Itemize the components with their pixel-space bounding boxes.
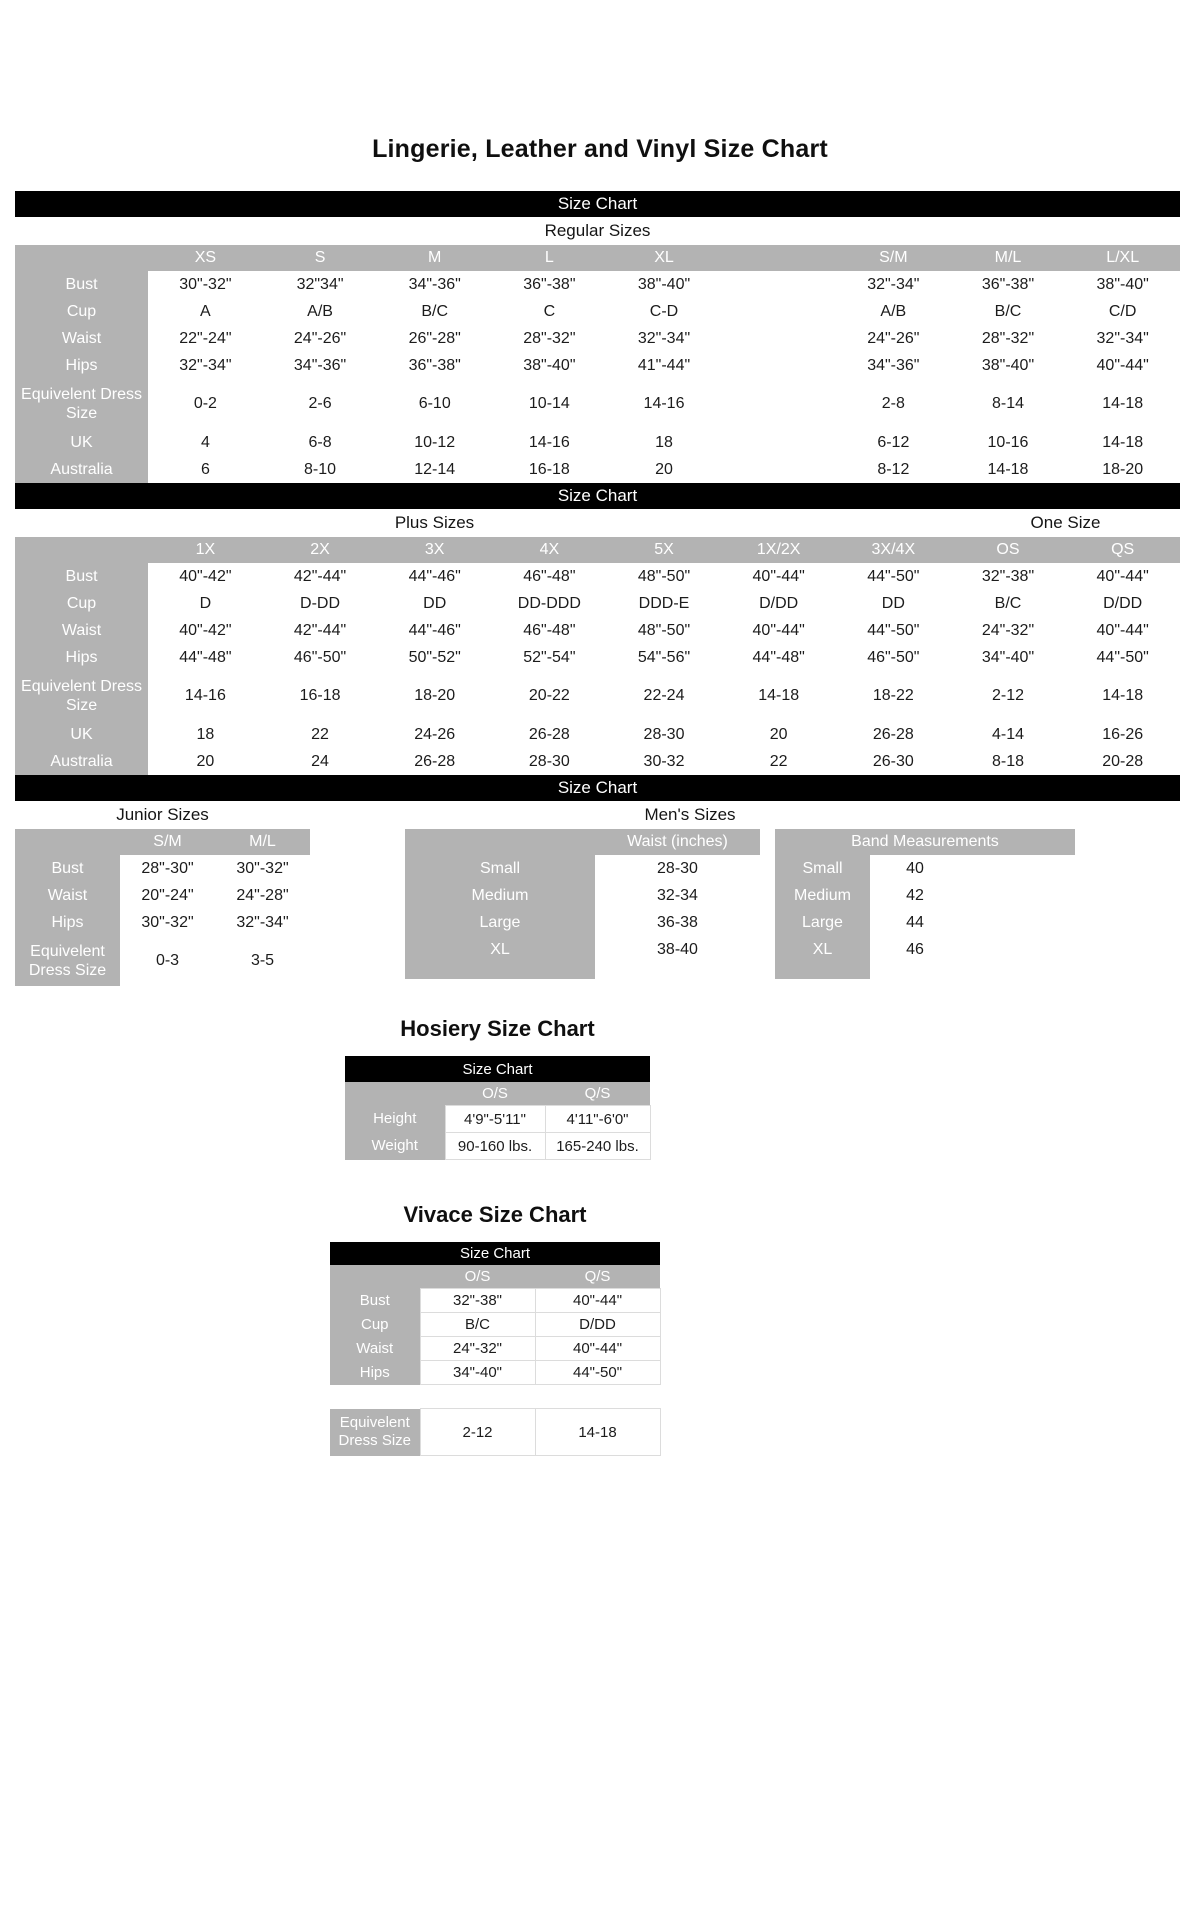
size-value: 32-34: [657, 886, 698, 904]
size-value: 46"-50": [293, 648, 347, 666]
row-label: Height: [345, 1106, 445, 1133]
size-value: 24-26: [414, 725, 456, 743]
size-value: 14-18: [535, 1409, 660, 1456]
band-measurements-table: [775, 829, 1075, 979]
pad-cell: [870, 963, 1075, 979]
size-value: 22: [769, 752, 788, 770]
size-value: 38"-40": [1096, 275, 1149, 293]
junior-sizes-label: Junior Sizes: [116, 805, 209, 824]
size-value: 34"-36": [408, 275, 461, 293]
size-value: 32"-34": [1096, 329, 1149, 347]
size-chart-bar: Size Chart: [330, 1242, 660, 1265]
pad-cell: [405, 963, 595, 979]
size-value: 30"-32": [141, 913, 194, 931]
header-spacer: [15, 537, 148, 563]
size-value: 14-18: [1102, 395, 1144, 412]
row-label: Bust: [15, 563, 148, 590]
size-value: 34"-40": [420, 1361, 535, 1385]
size-value: 34"-40": [981, 648, 1035, 666]
row-label: Australia: [15, 456, 148, 483]
size-value: 0-3: [155, 952, 180, 969]
size-value: B/C: [420, 1313, 535, 1337]
column-header: XL: [607, 245, 722, 271]
size-value: 40"-44": [1096, 621, 1149, 639]
size-chart-bar: Size Chart: [345, 1056, 650, 1082]
size-value: 28"-30": [141, 859, 194, 877]
size-value: 2-12: [991, 687, 1024, 704]
size-value: DD: [881, 594, 905, 612]
size-value: 24"-28": [236, 886, 289, 904]
size-value: 4: [200, 433, 210, 451]
size-value: 26-30: [872, 752, 914, 770]
size-value: 46"-48": [523, 567, 576, 585]
row-label: Australia: [15, 748, 148, 775]
size-value: DD: [423, 594, 447, 612]
size-value: 30-32: [643, 752, 685, 770]
size-value: 44"-48": [179, 648, 232, 666]
size-value: 28"-32": [523, 329, 576, 347]
size-value: 14-18: [1102, 433, 1144, 451]
size-value: 22-24: [643, 687, 685, 704]
size-value: 3-5: [250, 952, 275, 969]
main-size-chart: [15, 191, 1180, 986]
column-header: 3X/4X: [836, 537, 951, 563]
size-value: 18: [655, 433, 673, 451]
size-value: 40"-44": [1096, 567, 1149, 585]
regular-sizes-label: Regular Sizes: [544, 221, 651, 240]
size-value: 10-14: [528, 395, 570, 412]
size-value: 6-10: [418, 395, 451, 412]
size-value: 32"-34": [236, 913, 289, 931]
size-value: 4'11"-6'0": [545, 1106, 650, 1133]
size-value: 36-38: [657, 913, 698, 931]
column-header: L/XL: [1065, 245, 1180, 271]
size-value: 36"-38": [523, 275, 576, 293]
row-label: Equivelent Dress Size: [15, 671, 148, 721]
size-value: A: [200, 302, 211, 320]
size-value: B/C: [994, 302, 1022, 320]
column-header: 1X/2X: [721, 537, 836, 563]
size-value: 34"-36": [293, 356, 347, 374]
size-value: 38"-40": [523, 356, 576, 374]
size-value: 40"-44": [752, 621, 805, 639]
size-value: 44"-50": [867, 567, 920, 585]
column-header: M/L: [215, 829, 310, 855]
size-value: 20-22: [528, 687, 570, 704]
header-spacer: [345, 1082, 445, 1106]
size-value: [721, 298, 836, 325]
column-header: 5X: [607, 537, 722, 563]
row-label: Bust: [330, 1289, 420, 1313]
row-label: Waist: [15, 882, 120, 909]
column-header: O/S: [445, 1082, 545, 1106]
size-value: C/D: [1108, 302, 1137, 320]
size-value: 30"-32": [236, 859, 289, 877]
spacer-cell: [535, 1385, 660, 1409]
size-value: [721, 456, 836, 483]
size-value: 40"-42": [179, 567, 232, 585]
row-label: Hips: [15, 644, 148, 671]
column-header: Waist (inches): [595, 829, 760, 855]
size-value: 52"-54": [523, 648, 576, 666]
row-label: Small: [405, 855, 595, 882]
size-value: 42"-44": [293, 621, 347, 639]
size-value: B/C: [421, 302, 449, 320]
column-header: [721, 245, 836, 271]
size-value: 32"34": [296, 275, 344, 293]
size-value: 14-16: [184, 687, 226, 704]
header-spacer: [330, 1265, 420, 1289]
size-value: 44"-46": [408, 621, 461, 639]
column-header: S/M: [120, 829, 215, 855]
column-header: OS: [951, 537, 1066, 563]
size-chart-bar: Size Chart: [15, 775, 1180, 801]
size-value: [721, 271, 836, 298]
filler-cell: [960, 936, 1075, 963]
size-chart-bar: Size Chart: [15, 191, 1180, 217]
hosiery-section: [345, 1016, 650, 1160]
size-value: 24"-26": [293, 329, 347, 347]
size-value: 40"-44": [752, 567, 805, 585]
filler-cell: [960, 882, 1075, 909]
size-value: 22"-24": [179, 329, 232, 347]
pad-cell: [775, 963, 870, 979]
vivace-section: [330, 1202, 660, 1456]
regular-sizes-section-label-row: [15, 217, 1180, 245]
column-header: Band Measurements: [775, 829, 1075, 855]
row-label: Equivelent Dress Size: [15, 379, 148, 429]
mens-waist-table: [405, 829, 760, 979]
junior-mens-tables-row: [15, 829, 1180, 986]
column-header: 3X: [377, 537, 492, 563]
size-value: B/C: [994, 594, 1022, 612]
size-value: [721, 379, 836, 429]
column-header: S/M: [836, 245, 951, 271]
size-chart-bar: Size Chart: [15, 483, 1180, 509]
row-label: UK: [15, 721, 148, 748]
size-value: 18-20: [1102, 460, 1144, 478]
size-value: C-D: [649, 302, 679, 320]
row-label: Hips: [330, 1361, 420, 1385]
vivace-size-table: [330, 1242, 661, 1456]
hosiery-title: Hosiery Size Chart: [400, 1016, 595, 1041]
size-value: 12-14: [414, 460, 456, 478]
size-value: 14-16: [528, 433, 570, 451]
row-label: Waist: [330, 1337, 420, 1361]
size-value: 44"-50": [535, 1361, 660, 1385]
size-value: 10-16: [987, 433, 1029, 451]
size-value: 32"-38": [981, 567, 1035, 585]
size-value: 44"-50": [1096, 648, 1149, 666]
size-value: 90-160 lbs.: [445, 1133, 545, 1160]
size-value: 46: [906, 940, 924, 958]
size-value: [721, 325, 836, 352]
size-value: 41"-44": [637, 356, 691, 374]
vivace-title: Vivace Size Chart: [403, 1202, 587, 1227]
hosiery-size-table: [345, 1056, 651, 1160]
row-label: Large: [775, 909, 870, 936]
size-value: 16-18: [299, 687, 341, 704]
row-label: Cup: [15, 590, 148, 617]
size-value: 42: [906, 886, 924, 904]
mens-sizes-label: Men's Sizes: [644, 805, 736, 824]
size-value: 38-40: [657, 940, 698, 958]
size-value: 20: [196, 752, 215, 770]
pad-cell: [595, 963, 760, 979]
size-value: 6: [200, 460, 210, 478]
filler-cell: [960, 909, 1075, 936]
size-value: DDD-E: [638, 594, 690, 612]
column-header: O/S: [420, 1265, 535, 1289]
size-value: 18-20: [414, 687, 456, 704]
page-title: Lingerie, Leather and Vinyl Size Chart: [372, 135, 828, 163]
size-value: 6-12: [877, 433, 910, 451]
size-value: 20-28: [1102, 752, 1144, 770]
size-value: 44"-48": [752, 648, 805, 666]
size-value: 36"-38": [981, 275, 1035, 293]
row-label: Bust: [15, 271, 148, 298]
size-value: 40"-42": [179, 621, 232, 639]
column-header: M/L: [951, 245, 1066, 271]
size-value: 8-14: [991, 395, 1024, 412]
size-value: 14-18: [758, 687, 800, 704]
size-value: 28"-32": [981, 329, 1035, 347]
size-value: 18-22: [872, 687, 914, 704]
one-size-label: One Size: [1030, 513, 1101, 532]
size-value: 34"-36": [867, 356, 920, 374]
junior-sizes-table: [15, 829, 310, 986]
size-value: 20: [655, 460, 673, 478]
size-value: 22: [311, 725, 329, 743]
size-value: D: [199, 594, 212, 612]
size-value: 14-16: [643, 395, 685, 412]
size-value: 165-240 lbs.: [545, 1133, 650, 1160]
size-value: 44"-50": [867, 621, 920, 639]
regular-sizes-table: [15, 245, 1180, 483]
column-header: Q/S: [545, 1082, 650, 1106]
size-value: 8-18: [991, 752, 1024, 770]
header-spacer: [15, 245, 148, 271]
size-value: A/B: [307, 302, 333, 320]
size-value: 40"-44": [535, 1289, 660, 1313]
size-value: 26-28: [414, 752, 456, 770]
size-value: 40"-44": [535, 1337, 660, 1361]
plus-sizes-section-label-row: [15, 509, 1180, 537]
column-header: QS: [1065, 537, 1180, 563]
row-label: Medium: [775, 882, 870, 909]
size-value: 20"-24": [141, 886, 194, 904]
size-value: 40: [906, 859, 924, 877]
spacer-cell: [330, 1385, 420, 1409]
size-value: 48"-50": [637, 567, 691, 585]
size-value: 4'9"-5'11": [445, 1106, 545, 1133]
row-label: UK: [15, 429, 148, 456]
size-value: 30"-32": [179, 275, 232, 293]
column-header: 2X: [263, 537, 378, 563]
size-value: 48"-50": [637, 621, 691, 639]
size-value: 4-14: [991, 725, 1024, 743]
size-value: 38"-40": [637, 275, 691, 293]
size-value: 8-10: [304, 460, 337, 478]
size-value: 44: [906, 913, 924, 931]
size-value: 38"-40": [981, 356, 1035, 374]
size-value: 28-30: [657, 859, 698, 877]
size-value: 14-18: [987, 460, 1029, 478]
size-value: 40"-44": [1096, 356, 1149, 374]
size-value: 0-2: [193, 395, 217, 412]
size-value: 24: [311, 752, 329, 770]
spacer-cell: [420, 1385, 535, 1409]
size-value: 16-26: [1102, 725, 1144, 743]
size-value: D/DD: [759, 594, 799, 612]
size-value: 16-18: [528, 460, 570, 478]
junior-mens-section-label-row: [15, 801, 1180, 829]
size-value: 14-18: [1102, 687, 1144, 704]
size-value: D/DD: [535, 1313, 660, 1337]
row-label: Bust: [15, 855, 120, 882]
size-value: 2-12: [420, 1409, 535, 1456]
row-label: Equivelent Dress Size: [15, 936, 120, 986]
filler-cell: [960, 855, 1075, 882]
size-value: 26-28: [872, 725, 914, 743]
row-label: XL: [405, 936, 595, 963]
size-value: 24"-32": [981, 621, 1035, 639]
column-header: 1X: [148, 537, 263, 563]
size-value: D/DD: [1103, 594, 1143, 612]
size-value: 26"-28": [408, 329, 461, 347]
row-label: XL: [775, 936, 870, 963]
header-spacer: [15, 829, 120, 855]
column-header: Q/S: [535, 1265, 660, 1289]
size-value: 32"-34": [637, 329, 691, 347]
row-label: Medium: [405, 882, 595, 909]
size-value: 24"-26": [867, 329, 920, 347]
size-value: [721, 429, 836, 456]
row-label: Hips: [15, 909, 120, 936]
size-value: D-DD: [300, 594, 341, 612]
column-header: L: [492, 245, 607, 271]
size-value: 44"-46": [408, 567, 461, 585]
size-value: 32"-34": [179, 356, 232, 374]
size-value: 46"-50": [867, 648, 920, 666]
row-label: Waist: [15, 617, 148, 644]
size-value: 28-30: [528, 752, 570, 770]
size-value: C: [543, 302, 556, 320]
column-header: XS: [148, 245, 263, 271]
row-label: Hips: [15, 352, 148, 379]
plus-sizes-table: [15, 537, 1180, 775]
row-label: Cup: [330, 1313, 420, 1337]
size-value: 54"-56": [637, 648, 691, 666]
size-value: 32"-34": [867, 275, 920, 293]
header-spacer: [405, 829, 595, 855]
size-value: 46"-48": [523, 621, 576, 639]
size-value: 2-6: [308, 395, 332, 412]
row-label: Waist: [15, 325, 148, 352]
row-label: Large: [405, 909, 595, 936]
size-value: 18: [196, 725, 215, 743]
size-value: 10-12: [414, 433, 456, 451]
size-value: 28-30: [643, 725, 685, 743]
size-value: [721, 352, 836, 379]
column-header: S: [263, 245, 378, 271]
row-label: Cup: [15, 298, 148, 325]
size-value: 2-8: [881, 395, 905, 412]
size-value: 8-12: [877, 460, 910, 478]
plus-sizes-label: Plus Sizes: [394, 513, 475, 532]
size-value: 6-8: [308, 433, 332, 451]
size-value: 20: [769, 725, 788, 743]
size-value: 42"-44": [293, 567, 347, 585]
size-value: A/B: [880, 302, 907, 320]
column-header: 4X: [492, 537, 607, 563]
size-value: 50"-52": [408, 648, 461, 666]
size-value: 32"-38": [420, 1289, 535, 1313]
size-value: DD-DDD: [517, 594, 581, 612]
size-value: 24"-32": [420, 1337, 535, 1361]
row-label: Small: [775, 855, 870, 882]
row-label: Equivelent Dress Size: [330, 1409, 420, 1456]
size-value: 26-28: [528, 725, 570, 743]
column-header: M: [377, 245, 492, 271]
size-value: 36"-38": [408, 356, 461, 374]
row-label: Weight: [345, 1133, 445, 1160]
